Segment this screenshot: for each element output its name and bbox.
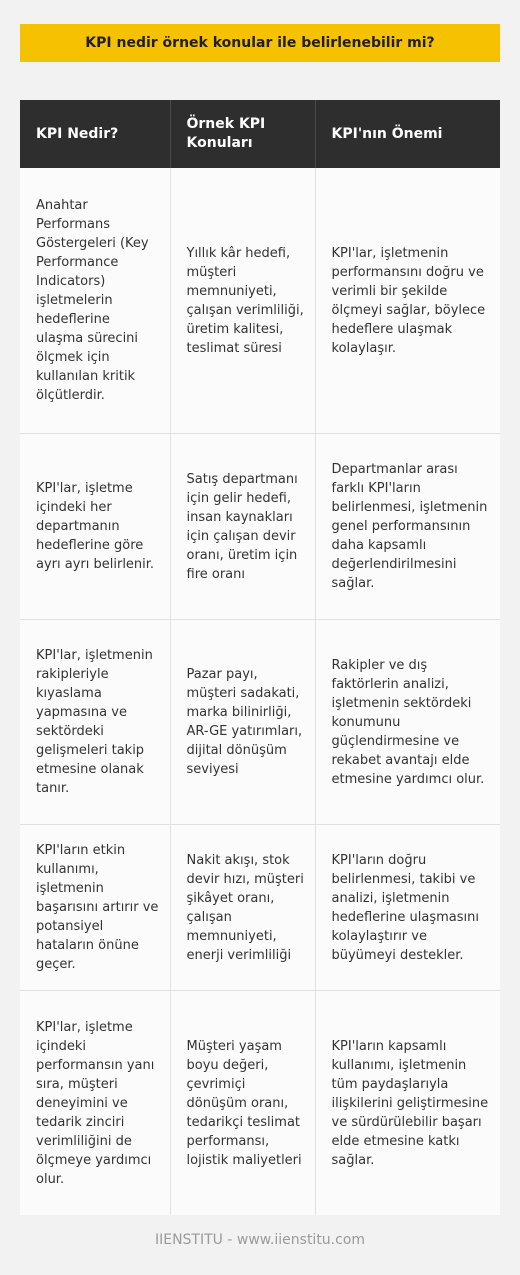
column-header-kpi-nedir: KPI Nedir? <box>20 100 170 168</box>
footer-credit: IIENSTITU - www.iienstitu.com <box>154 1232 366 1248</box>
table-cell: KPI'ların doğru belirlenmesi, takibi ve analizi, işletmenin hedeflerine ulaşmasını kolaylaştırır ve büyümeyi destekler. <box>315 825 500 991</box>
table-header-row <box>20 100 500 168</box>
table-cell: KPI'lar, işletme içindeki her departmanın hedeflerine göre ayrı ayrı belirlenir. <box>20 434 170 620</box>
column-header-kpi-onemi: KPI'nın Önemi <box>315 100 500 168</box>
table-row <box>20 434 500 620</box>
table-cell: Nakit akışı, stok devir hızı, müşteri şikâyet oranı, çalışan memnuniyeti, enerji verimliliği <box>170 825 315 991</box>
kpi-table <box>20 100 500 1215</box>
table-cell: KPI'lar, işletmenin performansını doğru ve verimli bir şekilde ölçmeyi sağlar, böylece hedeflere ulaşmak kolaylaşır. <box>315 168 500 434</box>
table-cell: KPI'ların etkin kullanımı, işletmenin başarısını artırır ve potansiyel hataların önüne geçer. <box>20 825 170 991</box>
table-cell: Anahtar Performans Göstergeleri (Key Performance Indicators) işletmelerin hedeflerine ulaşma sürecini ölçmek için kullanılan kritik ölçütlerdir. <box>20 168 170 434</box>
table-row <box>20 991 500 1216</box>
table-cell: Müşteri yaşam boyu değeri, çevrimiçi dönüşüm oranı, tedarikçi teslimat performansı, lojistik maliyetleri <box>170 991 315 1216</box>
table-cell: Pazar payı, müşteri sadakati, marka bilinirliği, AR-GE yatırımları, dijital dönüşüm seviyesi <box>170 620 315 825</box>
table-row <box>20 620 500 825</box>
table-cell: Departmanlar arası farklı KPI'ların belirlenmesi, işletmenin genel performansının daha kapsamlı değerlendirilmesini sağlar. <box>315 434 500 620</box>
table-cell: Rakipler ve dış faktörlerin analizi, işletmenin sektördeki konumunu güçlendirmesine ve rekabet avantajı elde etmesine yardımcı olur. <box>315 620 500 825</box>
table-cell: Yıllık kâr hedefi, müşteri memnuniyeti, çalışan verimliliği, üretim kalitesi, teslimat süresi <box>170 168 315 434</box>
table-row <box>20 168 500 434</box>
page-title: KPI nedir örnek konular ile belirlenebilir mi? <box>20 24 500 62</box>
column-header-ornek-kpi-konulari: Örnek KPI Konuları <box>170 100 315 168</box>
table-cell: KPI'lar, işletme içindeki performansın yanı sıra, müşteri deneyimini ve tedarik zinciri verimliliğini de ölçmeye yardımcı olur. <box>20 991 170 1216</box>
table-row <box>20 825 500 991</box>
table-cell: KPI'ların kapsamlı kullanımı, işletmenin tüm paydaşlarıyla ilişkilerini geliştirmesine ve sürdürülebilir başarı elde etmesine katkı sağlar. <box>315 991 500 1216</box>
table-cell: Satış departmanı için gelir hedefi, insan kaynakları için çalışan devir oranı, üretim için fire oranı <box>170 434 315 620</box>
table-cell: KPI'lar, işletmenin rakipleriyle kıyaslama yapmasına ve sektördeki gelişmeleri takip etmesine olanak tanır. <box>20 620 170 825</box>
